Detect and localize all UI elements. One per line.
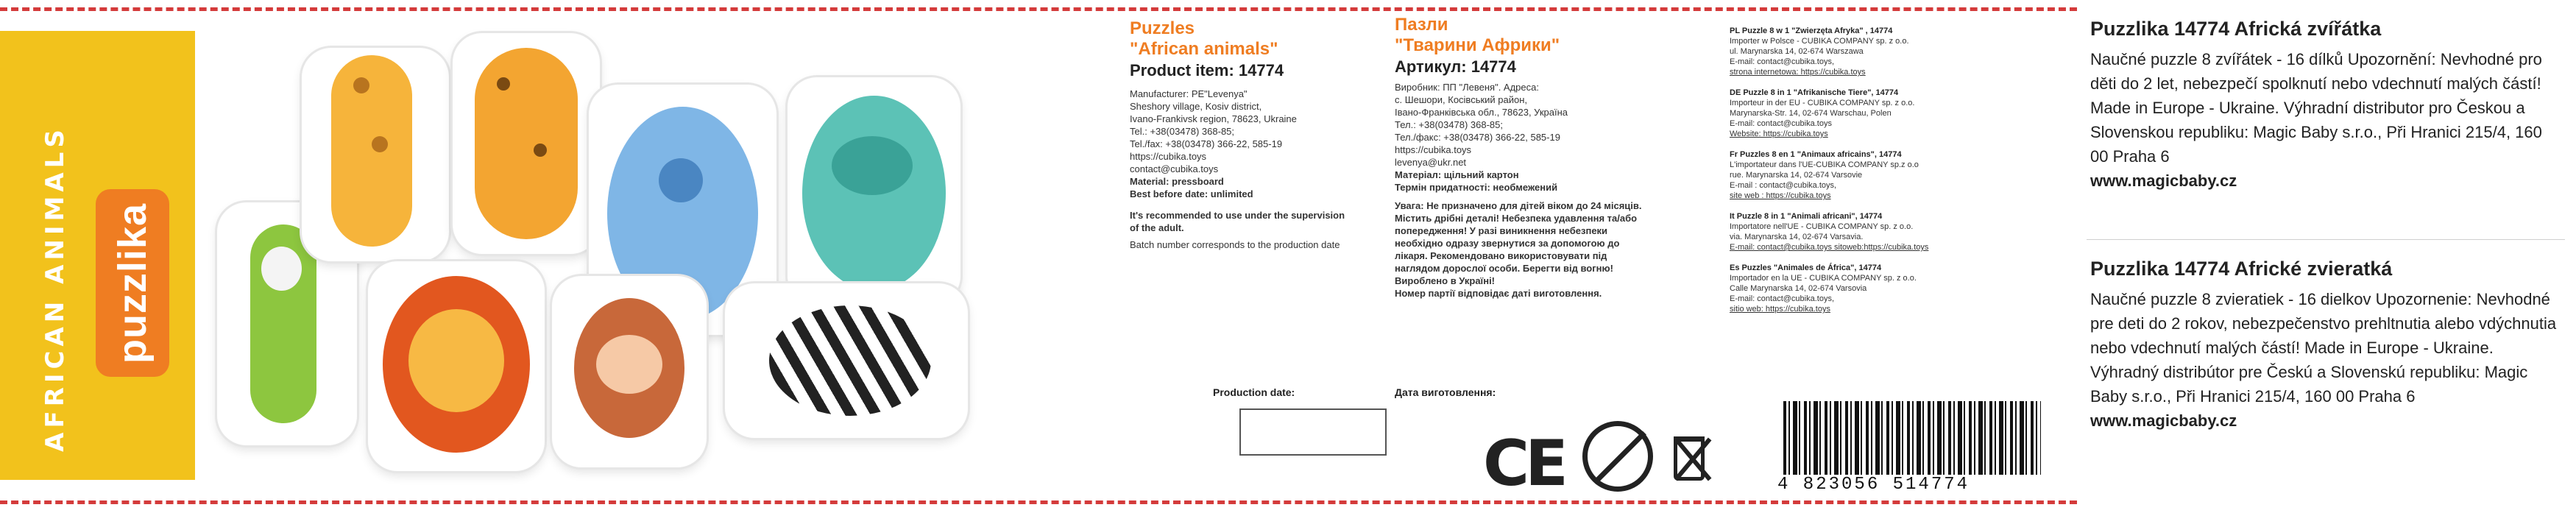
description-divider xyxy=(2087,239,2565,240)
english-batch: Batch number corresponds to the production date xyxy=(1130,239,1340,250)
ukrainian-telfax: Тел./факс: +38(03478) 366-22, 585-19 xyxy=(1395,132,1560,143)
english-product-item: Product item: 14774 xyxy=(1130,61,1284,79)
importer-line: sitio web: https://cubika.toys xyxy=(1730,305,1830,314)
english-material: Material: pressboard xyxy=(1130,176,1224,187)
importer-line: Importador en la UE - CUBIKA COMPANY sp. z o.o. xyxy=(1730,274,1917,283)
barcode xyxy=(1777,401,2050,493)
puzzle-artwork xyxy=(199,33,1100,482)
english-address-1: Sheshory village, Kosiv district, xyxy=(1130,101,1262,112)
rhino-piece xyxy=(788,77,960,305)
english-manufacturer: Manufacturer: PE"Levenya" xyxy=(1130,88,1248,99)
importer-line: Calle Marynarska 14, 02-674 Varsovia xyxy=(1730,284,1867,293)
ukrainian-material: Матеріал: щільний картон xyxy=(1395,169,1519,180)
zebra-piece xyxy=(725,283,968,438)
importer-title: DE Puzzle 8 in 1 "Afrikanische Tiere", 14774 xyxy=(1730,88,1899,97)
importer-title: Fr Puzzles 8 en 1 "Animaux africains", 14774 xyxy=(1730,150,1902,159)
importer-line: rue. Marynarska 14, 02-674 Varsovie xyxy=(1730,171,1863,180)
production-date-box xyxy=(1239,408,1387,456)
importer-line: E-mail: contact@cubika.toys sitoweb:https://cubika.toys xyxy=(1730,243,1929,252)
brand-subtitle: AFRICAN ANIMALS xyxy=(40,125,70,452)
importer-line: Website: https://cubika.toys xyxy=(1730,130,1828,138)
brand-subtitle-wrap xyxy=(33,119,77,458)
ukrainian-title-2: "Тварини Африки" xyxy=(1395,35,1560,55)
importer-line: E-mail: contact@cubika.toys, xyxy=(1730,294,1834,303)
importer-title: Es Puzzles "Animales de África", 14774 xyxy=(1730,263,1882,272)
importer-line: ul. Marynarska 14, 02-674 Warszawa xyxy=(1730,47,1864,56)
ce-mark-icon: CE xyxy=(1483,427,1564,500)
english-title-2: "African animals" xyxy=(1130,39,1278,59)
ukrainian-info xyxy=(1395,15,1652,300)
barcode-number: 4 823056 514774 xyxy=(1777,475,1970,495)
importer-line: Marynarska-Str. 14, 02-674 Warschau, Polen xyxy=(1730,109,1892,118)
importer-line: Importatore nell'UE - CUBIKA COMPANY sp. z o.o. xyxy=(1730,222,1914,231)
cut-line-top xyxy=(0,7,2077,11)
description-cz-url[interactable]: www.magicbaby.cz xyxy=(2090,171,2237,190)
english-telfax: Tel./fax: +38(03478) 366-22, 585-19 xyxy=(1130,138,1283,149)
ukrainian-shelf-life: Термін придатності: необмежений xyxy=(1395,182,1558,193)
brand-strip xyxy=(0,31,195,480)
importer-line: E-mail: contact@cubika.toys xyxy=(1730,119,1832,128)
lion-piece xyxy=(368,261,545,471)
ukrainian-title-1: Пазли xyxy=(1395,15,1448,35)
importer-de xyxy=(1730,88,2053,139)
monkey-piece xyxy=(552,276,707,467)
importer-es xyxy=(1730,263,2053,314)
ukrainian-tel: Тел.: +38(03478) 368-85; xyxy=(1395,119,1503,130)
ukrainian-email: levenya@ukr.net xyxy=(1395,157,1467,168)
description-cz-title: Puzzlika 14774 Africká zvířátka xyxy=(2090,18,2382,40)
importers-info xyxy=(1730,26,2053,325)
importer-title: PL Puzzle 8 w 1 "Zwierzęta Afryka" , 14774 xyxy=(1730,26,1893,35)
importer-line: E-mail: contact@cubika.toys, xyxy=(1730,57,1834,66)
english-best-before: Best before date: unlimited xyxy=(1130,188,1253,199)
ukrainian-address-2: Івано-Франківська обл., 78623, Україна xyxy=(1395,107,1568,118)
production-date-label-ua: Дата виготовлення: xyxy=(1395,386,1496,398)
importer-line: site web : https://cubika.toys xyxy=(1730,191,1831,200)
english-web: https://cubika.toys xyxy=(1130,151,1207,162)
importer-line: via. Marynarska 14, 02-674 Varsavia. xyxy=(1730,233,1864,241)
english-tel: Tel.: +38(03478) 368-85; xyxy=(1130,126,1235,137)
giraffe-piece xyxy=(302,48,449,261)
english-recommend: It's recommended to use under the supervision of the adult. xyxy=(1130,210,1345,233)
importer-line: L'importateur dans l'UE-CUBIKA COMPANY sp.z o.o xyxy=(1730,160,1919,169)
description-sk-body: Naučné puzzle 8 zvieratiek - 16 dielkov Upozornenie: Nevhodné pre deti do 2 rokov, nebezpečenstvo prehltnutia alebo vdýchnutia nebo vdechnutí malých částí! Made in Europe - Ukraine. Výhradný distribútor pre Českú a Slovenskú republiku: Magic Baby s.r.o., Při Hranici 215/4, 160 00 Praha 6 xyxy=(2090,290,2557,406)
english-address-2: Ivano-Frankivsk region, 78623, Ukraine xyxy=(1130,113,1297,124)
ukrainian-warning: Увага: Не призначено для дітей віком до 24 місяців. Містить дрібні деталі! Небезпека удавлення та/або попередження! У разі виникнення небезпеки необхідно одразу звернутися за допомогою до лікаря. Рекомендовано використовувати під наглядом дорослої особи. Берегти від вогню! Вироблено в Україні! xyxy=(1395,200,1642,286)
ukrainian-article: Артикул: 14774 xyxy=(1395,57,1516,76)
ukrainian-address-1: с. Шешори, Косівський район, xyxy=(1395,94,1528,105)
importer-line: E-mail : contact@cubika.toys, xyxy=(1730,181,1837,190)
ukrainian-batch: Номер партії відповідає даті виготовлення. xyxy=(1395,288,1602,299)
importer-it xyxy=(1730,211,2053,252)
importer-fr xyxy=(1730,149,2053,201)
ukrainian-manufacturer: Виробник: ПП "Левеня". Адреса: xyxy=(1395,82,1539,93)
recycling-bin-icon xyxy=(1669,423,1713,493)
importer-title: It Puzzle 8 in 1 "Animali africani", 14774 xyxy=(1730,212,1883,221)
english-info xyxy=(1130,18,1351,251)
description-sk-url[interactable]: www.magicbaby.cz xyxy=(2090,411,2237,430)
description-cz xyxy=(2090,16,2561,193)
production-date-label-en: Production date: xyxy=(1213,386,1295,398)
age-warning-icon xyxy=(1582,421,1653,492)
ukrainian-web: https://cubika.toys xyxy=(1395,144,1472,155)
importer-pl xyxy=(1730,26,2053,77)
description-sk-title: Puzzlika 14774 Africké zvieratká xyxy=(2090,258,2393,280)
leopard-piece xyxy=(453,33,600,254)
description-sk xyxy=(2090,256,2561,433)
importer-line: strona internetowa: https://cubika.toys xyxy=(1730,68,1866,77)
importer-line: Importer w Polsce - CUBIKA COMPANY sp. z o.o. xyxy=(1730,37,1909,46)
english-email: contact@cubika.toys xyxy=(1130,163,1219,174)
cut-line-bottom xyxy=(0,500,2077,504)
english-title-1: Puzzles xyxy=(1130,18,1195,38)
importer-line: Importeur in der EU - CUBIKA COMPANY sp. z o.o. xyxy=(1730,99,1915,107)
brand-logo-text: puzzlika xyxy=(110,202,155,364)
description-cz-body: Naučné puzzle 8 zvířátek - 16 dílků Upozornění: Nevhodné pro děti do 2 let, nebezpečí spolknutí nebo vdechnutí malých částí! Made in Europe - Ukraine. Výhradní distributor pro Českou a Slovenskou republiku: Magic Baby s.r.o., Při Hranici 215/4, 160 00 Praha 6 xyxy=(2090,50,2542,166)
barcode-bars xyxy=(1783,401,2041,475)
brand-logo xyxy=(96,189,169,377)
